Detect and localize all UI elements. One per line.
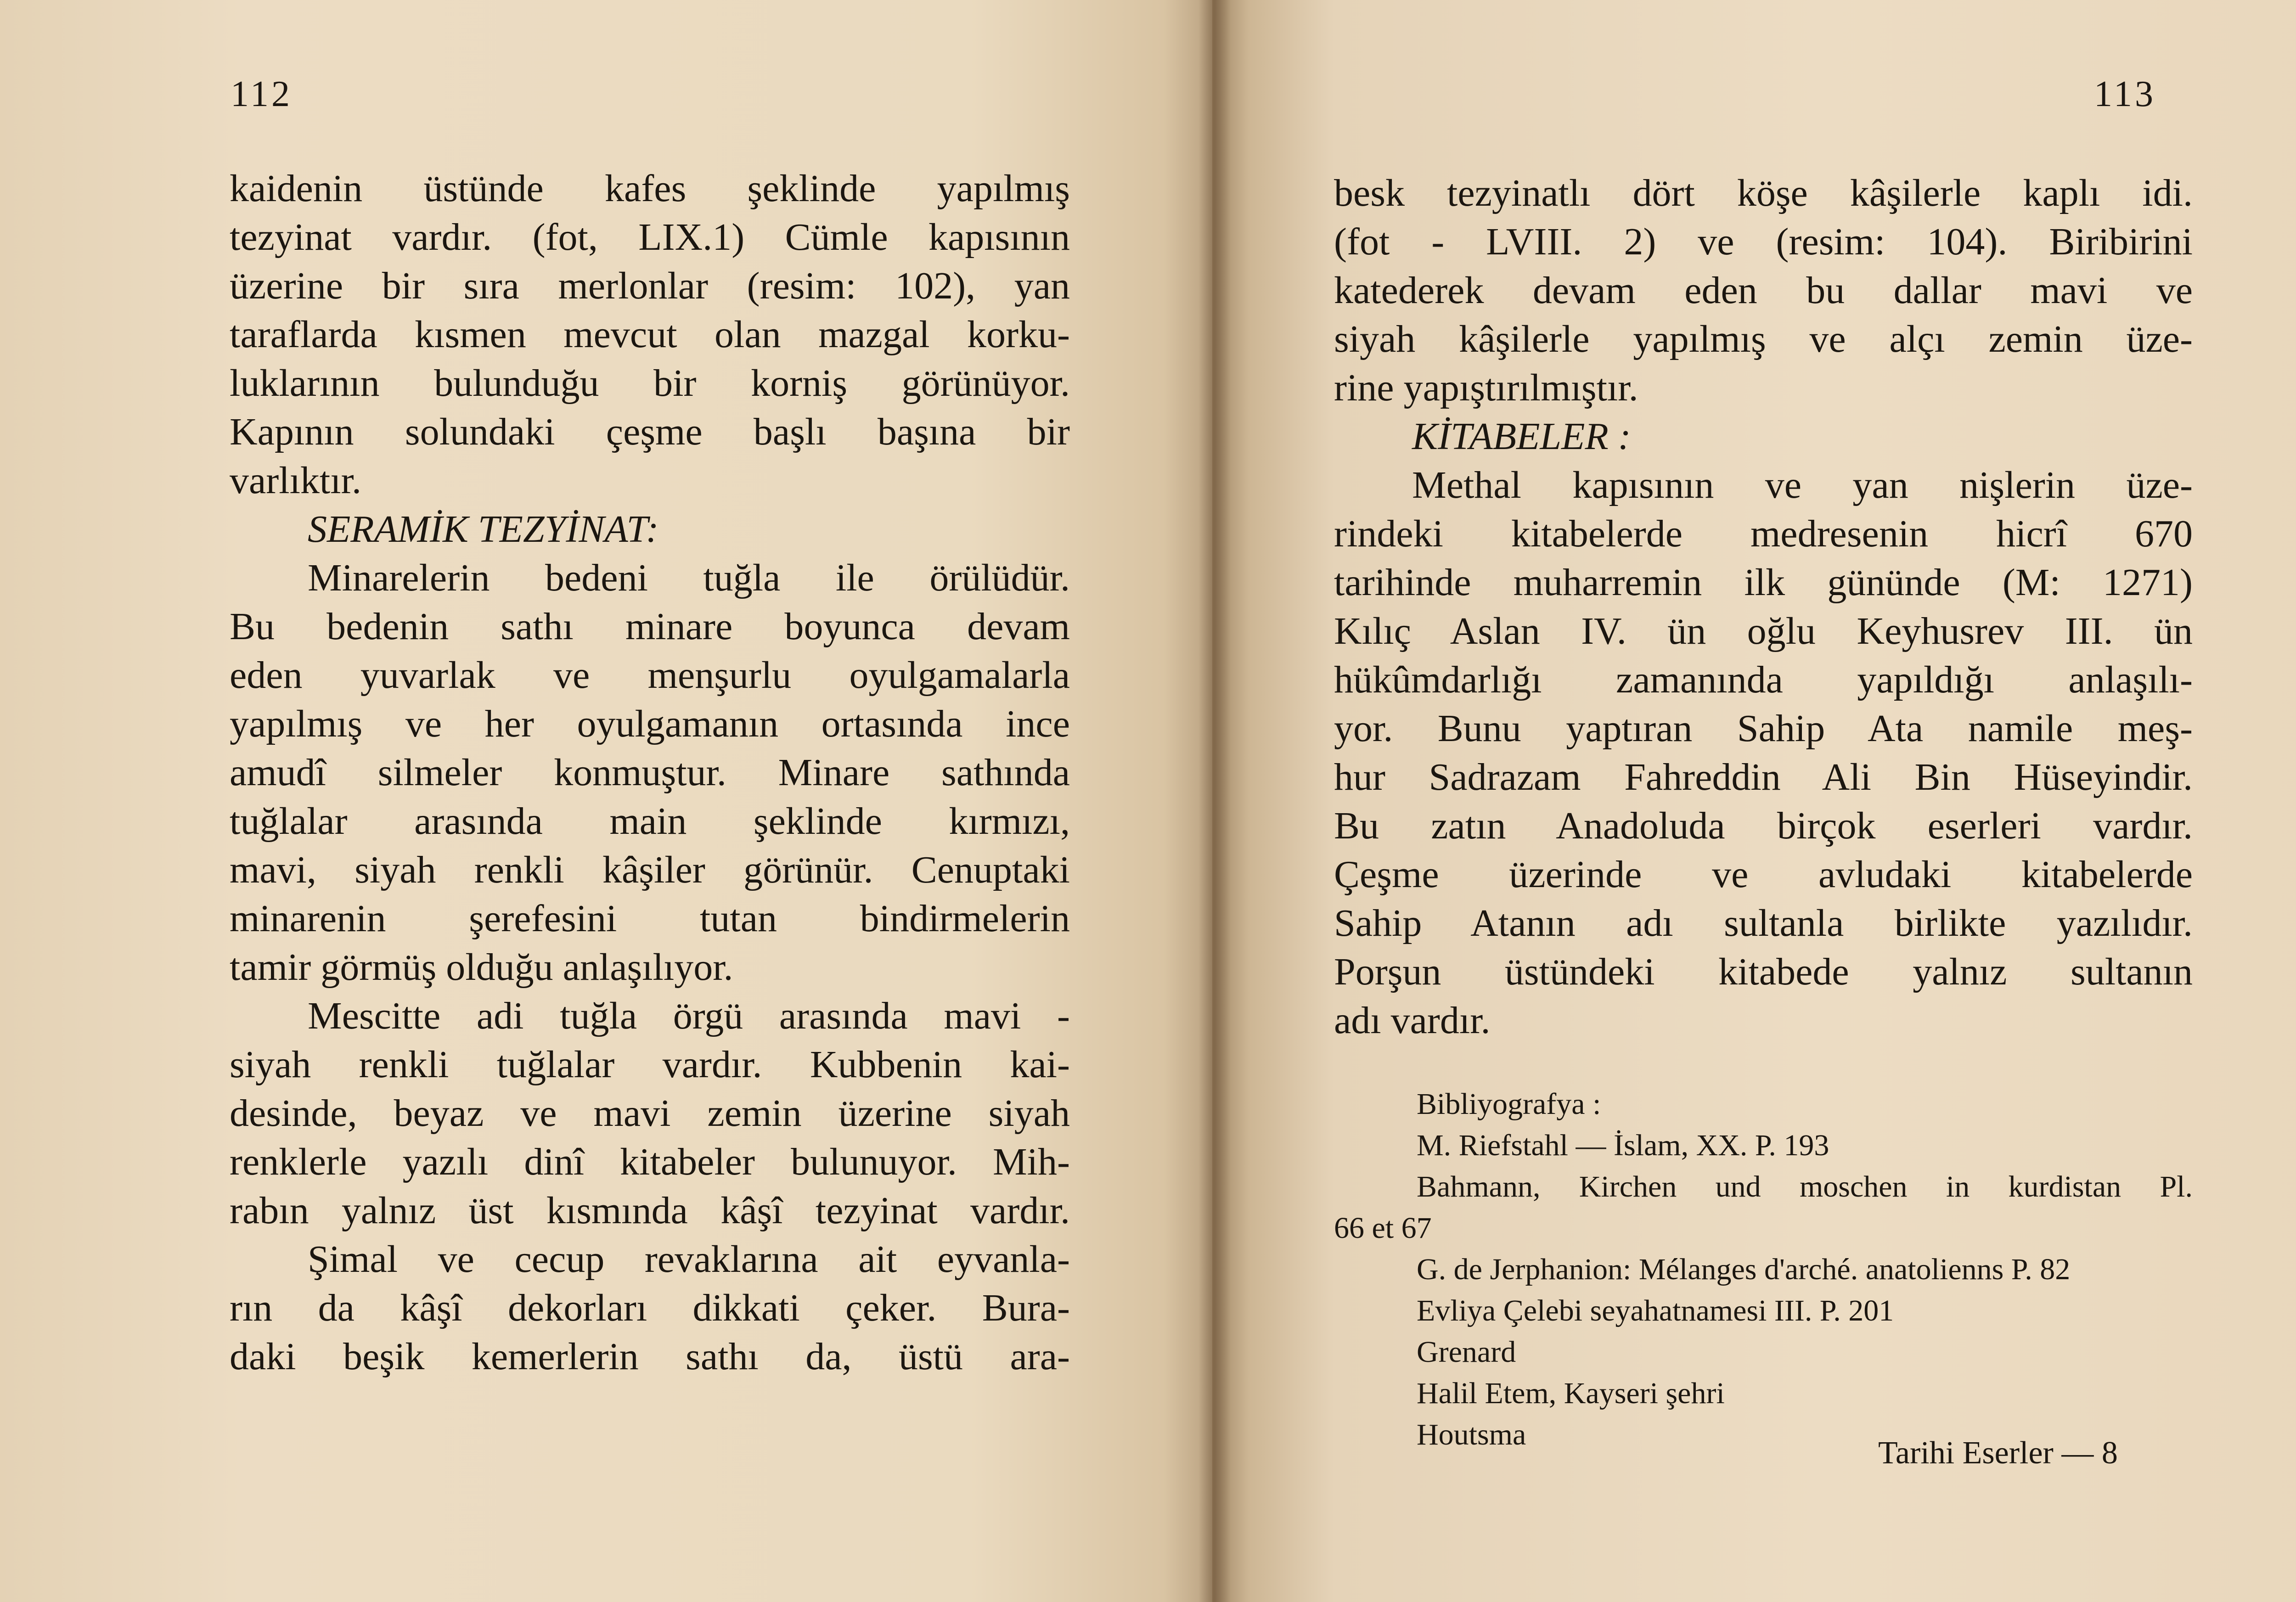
text-line: rindeki kitabelerde medresenin hicrî 670 bbox=[1334, 512, 2193, 555]
text-line: tamir görmüş olduğu anlaşılıyor. bbox=[230, 946, 733, 989]
page-number: 113 bbox=[2094, 74, 2156, 114]
text-line: Mescitte adi tuğla örgü arasında mavi - bbox=[308, 995, 1070, 1037]
text-line: (fot - LVIII. 2) ve (resim: 104). Biribirini bbox=[1334, 220, 2193, 263]
text-line: yor. Bunu yaptıran Sahip Ata namile meş- bbox=[1334, 707, 2193, 750]
text-line: siyah kâşilerle yapılmış ve alçı zemin üze- bbox=[1334, 318, 2193, 360]
left-page-text bbox=[230, 164, 1070, 1381]
text-line: siyah renkli tuğlalar vardır. Kubbenin kai- bbox=[230, 1043, 1070, 1086]
text-line: desinde, beyaz ve mavi zemin üzerine siyah bbox=[230, 1092, 1070, 1135]
text-line: rabın yalnız üst kısmında kâşî tezyinat vardır. bbox=[230, 1189, 1070, 1232]
signature-mark: Tarihi Eserler — 8 bbox=[1878, 1435, 2118, 1471]
text-line: Porşun üstündeki kitabede yalnız sultanın bbox=[1334, 950, 2193, 993]
bibliography-entry: Evliya Çelebi seyahatnamesi III. P. 201 bbox=[1417, 1294, 1894, 1327]
text-line: amudî silmeler konmuştur. Minare sathında bbox=[230, 751, 1070, 794]
text-line: renklerle yazılı dinî kitabeler bulunuyor. Mih- bbox=[230, 1141, 1070, 1183]
text-line: Şimal ve cecup revaklarına ait eyvanla- bbox=[308, 1238, 1070, 1281]
text-line: Sahip Atanın adı sultanla birlikte yazılıdır. bbox=[1334, 902, 2193, 944]
text-line: Methal kapısının ve yan nişlerin üze- bbox=[1412, 464, 2193, 506]
text-line: rine yapıştırılmıştır. bbox=[1334, 366, 1638, 409]
bibliography-entry: M. Riefstahl — İslam, XX. P. 193 bbox=[1417, 1129, 1829, 1162]
text-line: yapılmış ve her oyulgamanın ortasında ince bbox=[230, 703, 1070, 745]
page-number: 112 bbox=[231, 74, 293, 114]
text-line: mavi, siyah renkli kâşiler görünür. Cenuptaki bbox=[230, 849, 1070, 891]
text-line: hükûmdarlığı zamanında yapıldığı anlaşılı- bbox=[1334, 658, 2193, 701]
book-gutter bbox=[1199, 0, 1231, 1602]
bibliography-entry: G. de Jerphanion: Mélanges d'arché. anatolienns P. 82 bbox=[1417, 1253, 2071, 1286]
text-line: besk tezyinatlı dört köşe kâşilerle kaplı idi. bbox=[1334, 172, 2193, 214]
text-line: kaidenin üstünde kafes şeklinde yapılmış bbox=[230, 167, 1070, 210]
bibliography-entry: Grenard bbox=[1417, 1335, 1516, 1369]
section-heading: SERAMİK TEZYİNAT: bbox=[308, 508, 659, 551]
text-line: katederek devam eden bu dallar mavi ve bbox=[1334, 269, 2193, 312]
text-line: üzerine bir sıra merlonlar (resim: 102), yan bbox=[230, 264, 1070, 307]
text-line: tuğlalar arasında main şeklinde kırmızı, bbox=[230, 800, 1070, 843]
text-line: Çeşme üzerinde ve avludaki kitabelerde bbox=[1334, 853, 2193, 896]
text-line: tezyinat vardır. (fot, LIX.1) Cümle kapısının bbox=[230, 216, 1070, 259]
right-page-text bbox=[1334, 169, 2193, 1045]
bibliography-entry: 66 et 67 bbox=[1334, 1211, 1432, 1245]
text-line: eden yuvarlak ve menşurlu oyulgamalarla bbox=[230, 654, 1070, 697]
text-line: rın da kâşî dekorları dikkati çeker. Bura- bbox=[230, 1287, 1070, 1329]
text-line: Bu bedenin sathı minare boyunca devam bbox=[230, 605, 1070, 648]
text-line: Kılıç Aslan IV. ün oğlu Keyhusrev III. ün bbox=[1334, 610, 2193, 652]
text-line: hur Sadrazam Fahreddin Ali Bin Hüseyindir. bbox=[1334, 756, 2193, 798]
text-line: luklarının bulunduğu bir korniş görünüyor. bbox=[230, 362, 1070, 405]
text-line: minarenin şerefesini tutan bindirmelerin bbox=[230, 897, 1070, 940]
text-line: adı vardır. bbox=[1334, 999, 1491, 1042]
text-line: taraflarda kısmen mevcut olan mazgal korku- bbox=[230, 313, 1070, 356]
text-line: Kapının solundaki çeşme başlı başına bir bbox=[230, 410, 1070, 453]
bibliography-title: Bibliyografya : bbox=[1417, 1087, 1601, 1121]
section-heading: KİTABELER : bbox=[1412, 415, 1631, 458]
text-line: varlıktır. bbox=[230, 459, 361, 502]
text-line: tarihinde muharremin ilk gününde (M: 1271) bbox=[1334, 561, 2193, 604]
text-line: Minarelerin bedeni tuğla ile örülüdür. bbox=[308, 556, 1070, 599]
bibliography-entry: Halil Etem, Kayseri şehri bbox=[1417, 1377, 1725, 1410]
bibliography-entry: Bahmann, Kirchen und moschen in kurdistan Pl. bbox=[1417, 1170, 2193, 1203]
text-line: daki beşik kemerlerin sathı da, üstü ara- bbox=[230, 1335, 1070, 1378]
bibliography bbox=[1334, 1084, 2193, 1456]
text-line: Bu zatın Anadoluda birçok eserleri vardır. bbox=[1334, 804, 2193, 847]
bibliography-entry: Houtsma bbox=[1417, 1418, 1526, 1451]
